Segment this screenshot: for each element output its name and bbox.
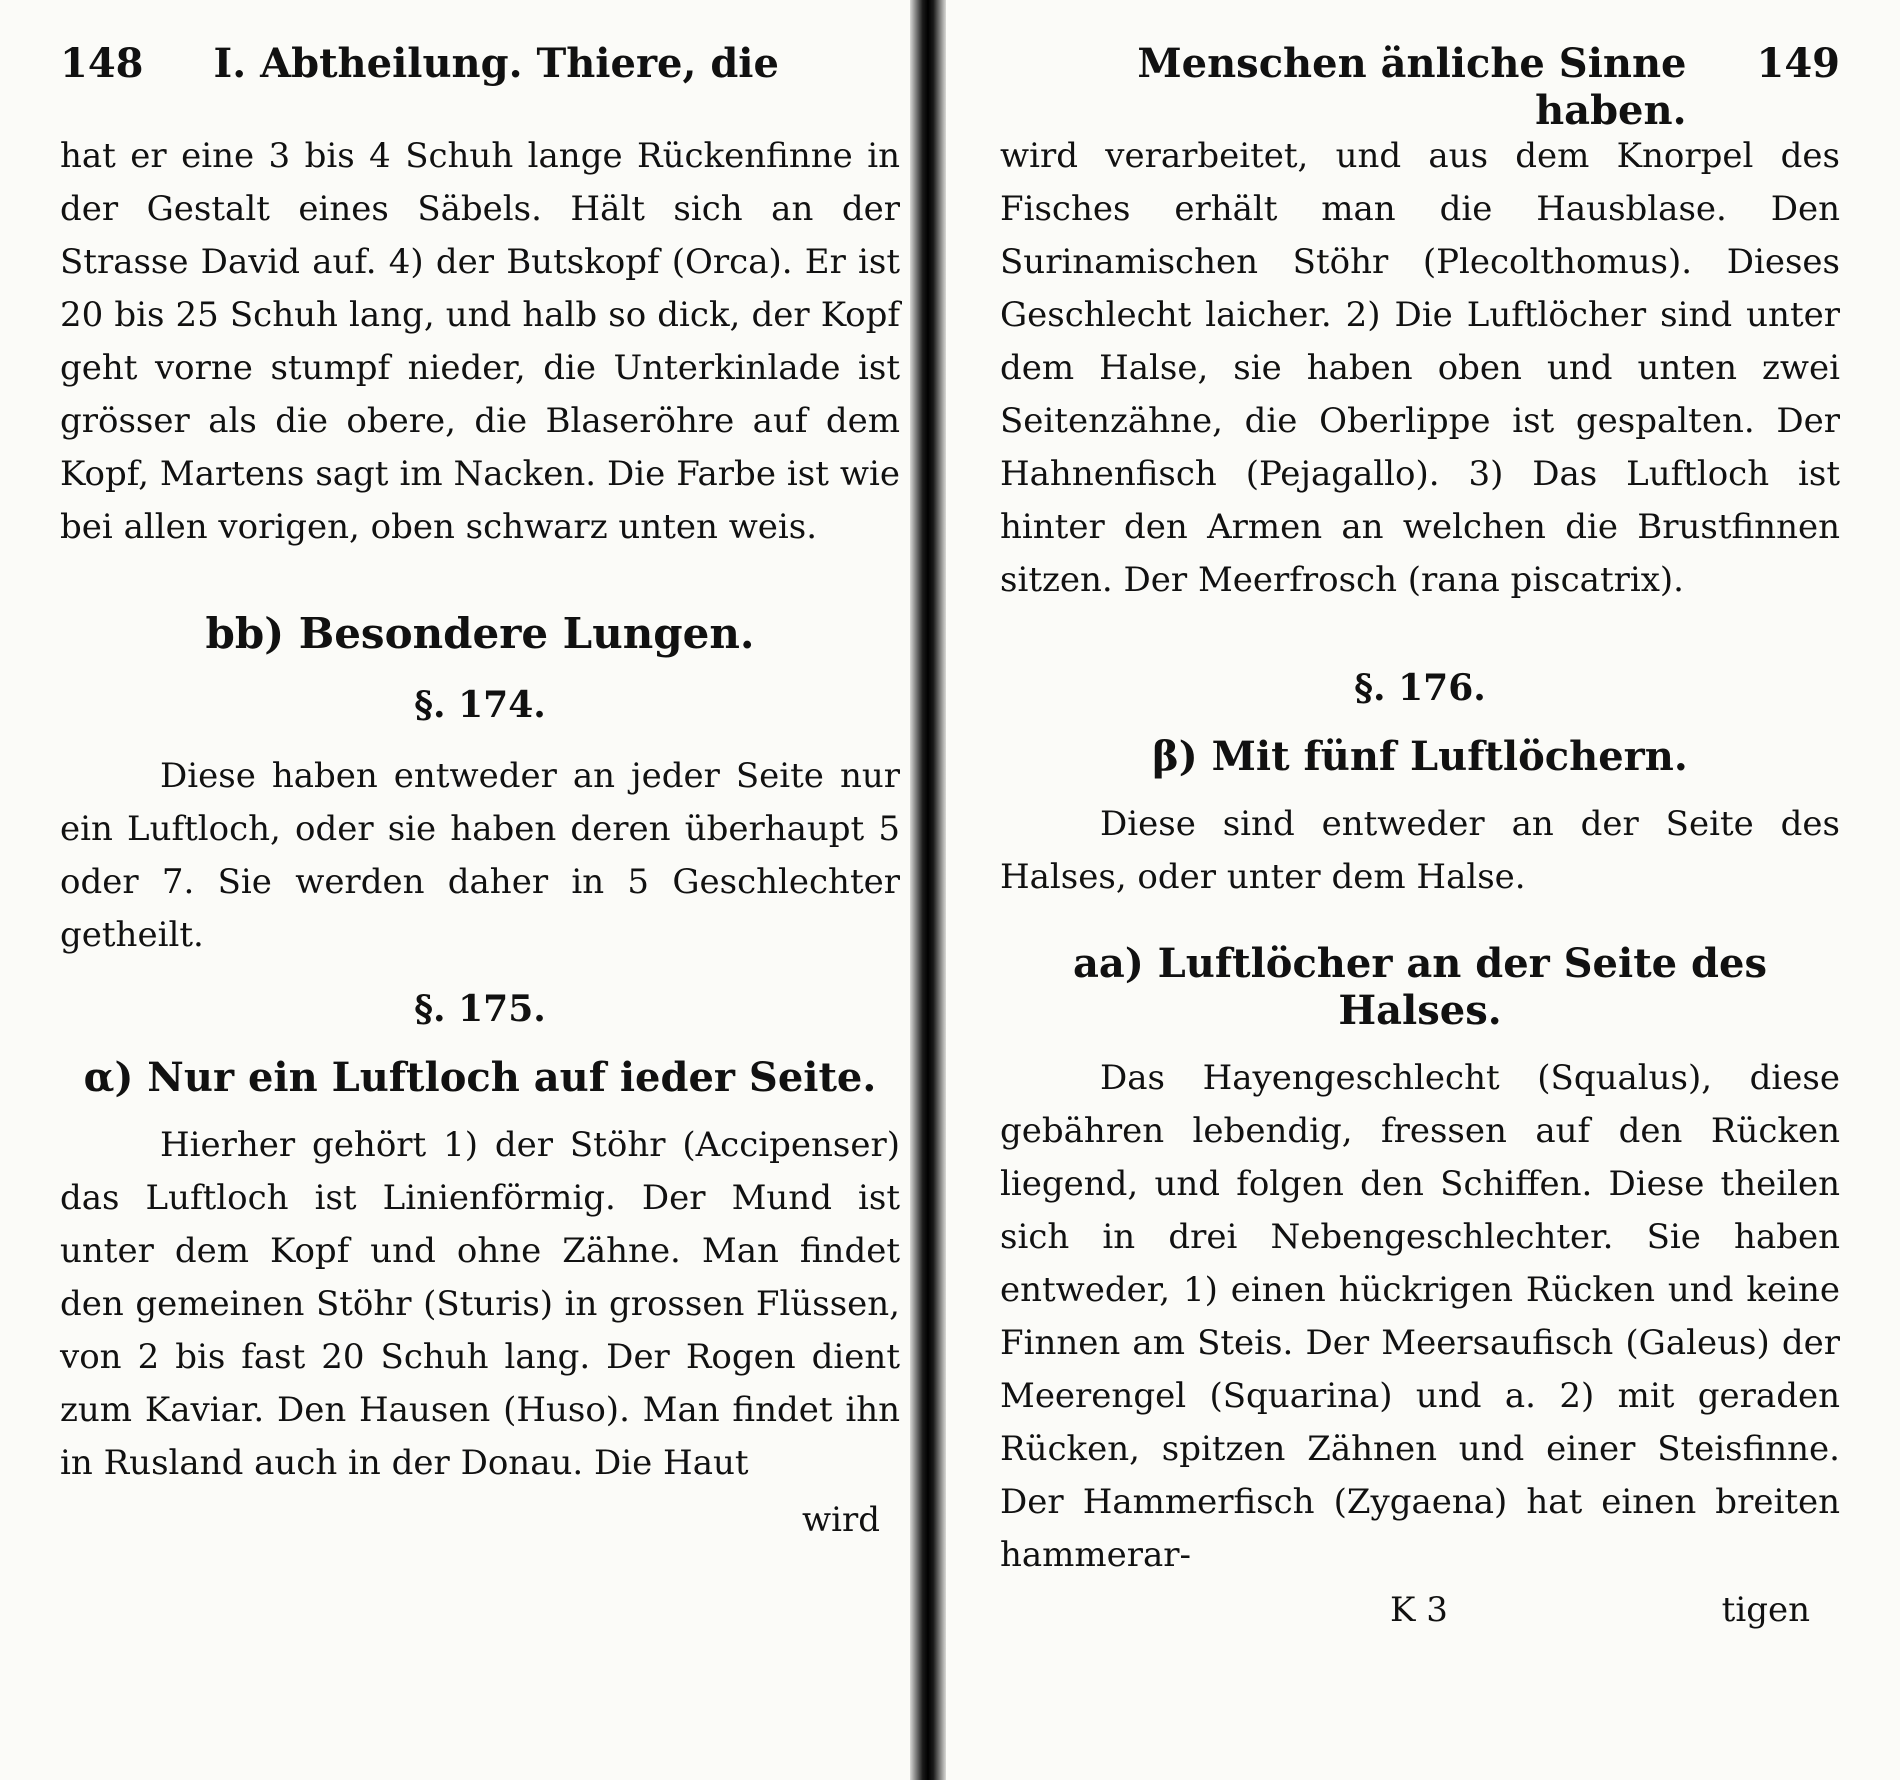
left-page-number: 148 (60, 40, 144, 87)
section-176: §. 176. (1354, 667, 1486, 709)
paragraph-174: Diese haben entweder an jeder Seite nur ein Luftloch, oder sie haben deren überhaupt 5 oder 7. Sie werden daher in 5 Geschlechter getheilt. (60, 756, 900, 955)
paragraph-aa: Das Hayengeschlecht (Squalus), diese gebähren lebendig, fressen auf den Rücken liegend, und folgen den Schiffen. Diese theilen sich in drei Nebengeschlechter. Sie haben entweder, 1) einen hückrigen Rücken und keine Finnen am Steis. Der Meersaufisch (Galeus) der Meerengel (Squarina) und a. 2) mit geraden Rücken, spitzen Zähnen und einer Steisfinne. Der Hammerfisch (Zygaena) hat einen breiten hammerar- (1000, 1058, 1840, 1575)
heading-aa: aa) Luftlöcher an der Seite des Halses. (1072, 940, 1767, 1034)
heading-beta: β) Mit fünf Luftlöchern. (1152, 733, 1688, 780)
section-175: §. 175. (414, 988, 546, 1030)
left-page-header (60, 40, 900, 100)
heading-alpha: α) Nur ein Luftloch auf ieder Seite. (83, 1054, 877, 1101)
paragraph-175: Hierher gehört 1) der Stöhr (Accipenser) das Luftloch ist Linienförmig. Der Mund ist unter dem Kopf und ohne Zähne. Man findet den gemeinen Stöhr (Sturis) in grossen Flüssen, von 2 bis fast 20 Schuh lang. Der Rogen dient zum Kaviar. Den Hausen (Huso). Man findet ihn in Rusland auch in der Donau. Die Haut (60, 1125, 900, 1483)
right-running-head: Menschen änliche Sinne haben. (1137, 40, 1687, 134)
book-gutter (910, 0, 946, 1780)
right-page-footer (1000, 1590, 1810, 1630)
right-page-header (1000, 40, 1840, 134)
right-page (990, 40, 1840, 1740)
left-page (60, 40, 910, 1740)
signature-mark: K 3 (1390, 1590, 1448, 1630)
paragraph-176: Diese sind entweder an der Seite des Halses, oder unter dem Halse. (1000, 804, 1840, 897)
left-running-head: I. Abtheilung. Thiere, die (213, 40, 779, 87)
right-catchword: tigen (1721, 1590, 1810, 1630)
heading-bb: bb) Besondere Lungen. (205, 609, 755, 658)
right-paragraph-1: wird verarbeitet, und aus dem Knorpel des Fisches erhält man die Hausblase. Den Surinamischen Stöhr (Plecolthomus). Dieses Geschlecht laicher. 2) Die Luftlöcher sind unter dem Halse, sie haben oben und unten zwei Seitenzähne, die Oberlippe ist gespalten. Der Hahnenfisch (Pejagallo). 3) Das Luftloch ist hinter den Armen an welchen die Brustfinnen sitzen. Der Meerfrosch (rana piscatrix). (1000, 136, 1840, 600)
section-174: §. 174. (414, 684, 546, 726)
left-paragraph-1: hat er eine 3 bis 4 Schuh lange Rückenfinne in der Gestalt eines Säbels. Hält sich an der Strasse David auf. 4) der Butskopf (Orca). Er ist 20 bis 25 Schuh lang, und halb so dick, der Kopf geht vorne stumpf nieder, die Unterkinlade ist grösser als die obere, die Blaseröhre auf dem Kopf, Martens sagt im Nacken. Die Farbe ist wie bei allen vorigen, oben schwarz unten weis. (60, 136, 900, 547)
left-catchword: wird (802, 1500, 880, 1540)
right-page-number: 149 (1756, 40, 1840, 87)
